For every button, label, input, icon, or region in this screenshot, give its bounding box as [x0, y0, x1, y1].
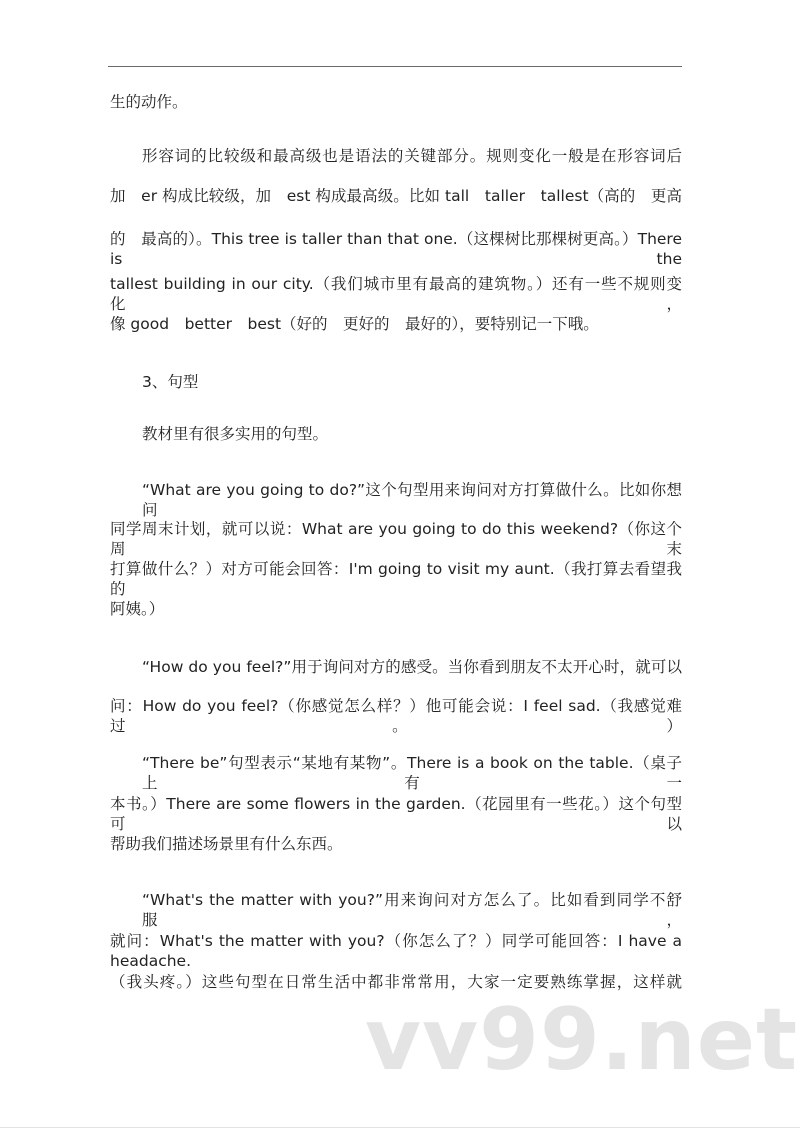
- text-line: 阿姨。）: [110, 600, 165, 618]
- text-line: 问：How do you feel?（你感觉怎么样？）他可能会说：I feel sad.（我感觉难过。）: [110, 697, 682, 735]
- text-line: “There be”句型表示“某地有某物”。There is a book on the table.（桌子上有一: [142, 754, 682, 792]
- text-line: 打算做什么？）对方可能会回答：I'm going to visit my aunt.（我打算去看望我的: [110, 560, 682, 598]
- text-line: 生的动作。: [110, 93, 188, 111]
- page-bottom-edge: [0, 1127, 800, 1128]
- text-line: “How do you feel?”用于询问对方的感受。当你看到朋友不太开心时，就可以: [142, 658, 682, 676]
- watermark: vv99.net: [365, 990, 799, 1090]
- section-heading: 3、句型: [142, 373, 199, 391]
- text-line: 形容词的比较级和最高级也是语法的关键部分。规则变化一般是在形容词后: [142, 147, 682, 165]
- text-line: 的 最高的）。This tree is taller than that one.（这棵树比那棵树更高。）There is the: [110, 230, 682, 268]
- text-line: 就问：What's the matter with you?（你怎么了？）同学可能回答：I have a headache.: [110, 932, 682, 970]
- text-line: tallest building in our city.（我们城市里有最高的建筑物。）还有一些不规则变化，: [110, 275, 682, 313]
- text-line: 同学周末计划，就可以说：What are you going to do this weekend?（你这个周末: [110, 520, 682, 558]
- text-line: （我头疼。）这些句型在日常生活中都非常常用，大家一定要熟练掌握，这样就: [110, 973, 682, 991]
- text-line: 帮助我们描述场景里有什么东西。: [110, 835, 343, 853]
- text-line: 加 er 构成比较级，加 est 构成最高级。比如 tall taller tallest（高的 更高: [110, 187, 682, 205]
- text-line: “What's the matter with you?”用来询问对方怎么了。比如看到同学不舒服，: [142, 891, 682, 929]
- header-divider: [108, 66, 682, 67]
- text-line: 像 good better best（好的 更好的 最好的），要特别记一下哦。: [110, 315, 599, 333]
- text-line: 本书。）There are some flowers in the garden.（花园里有一些花。）这个句型可以: [110, 795, 682, 833]
- text-line: “What are you going to do?”这个句型用来询问对方打算做什么。比如你想问: [142, 481, 682, 519]
- text-line: 教材里有很多实用的句型。: [142, 425, 329, 443]
